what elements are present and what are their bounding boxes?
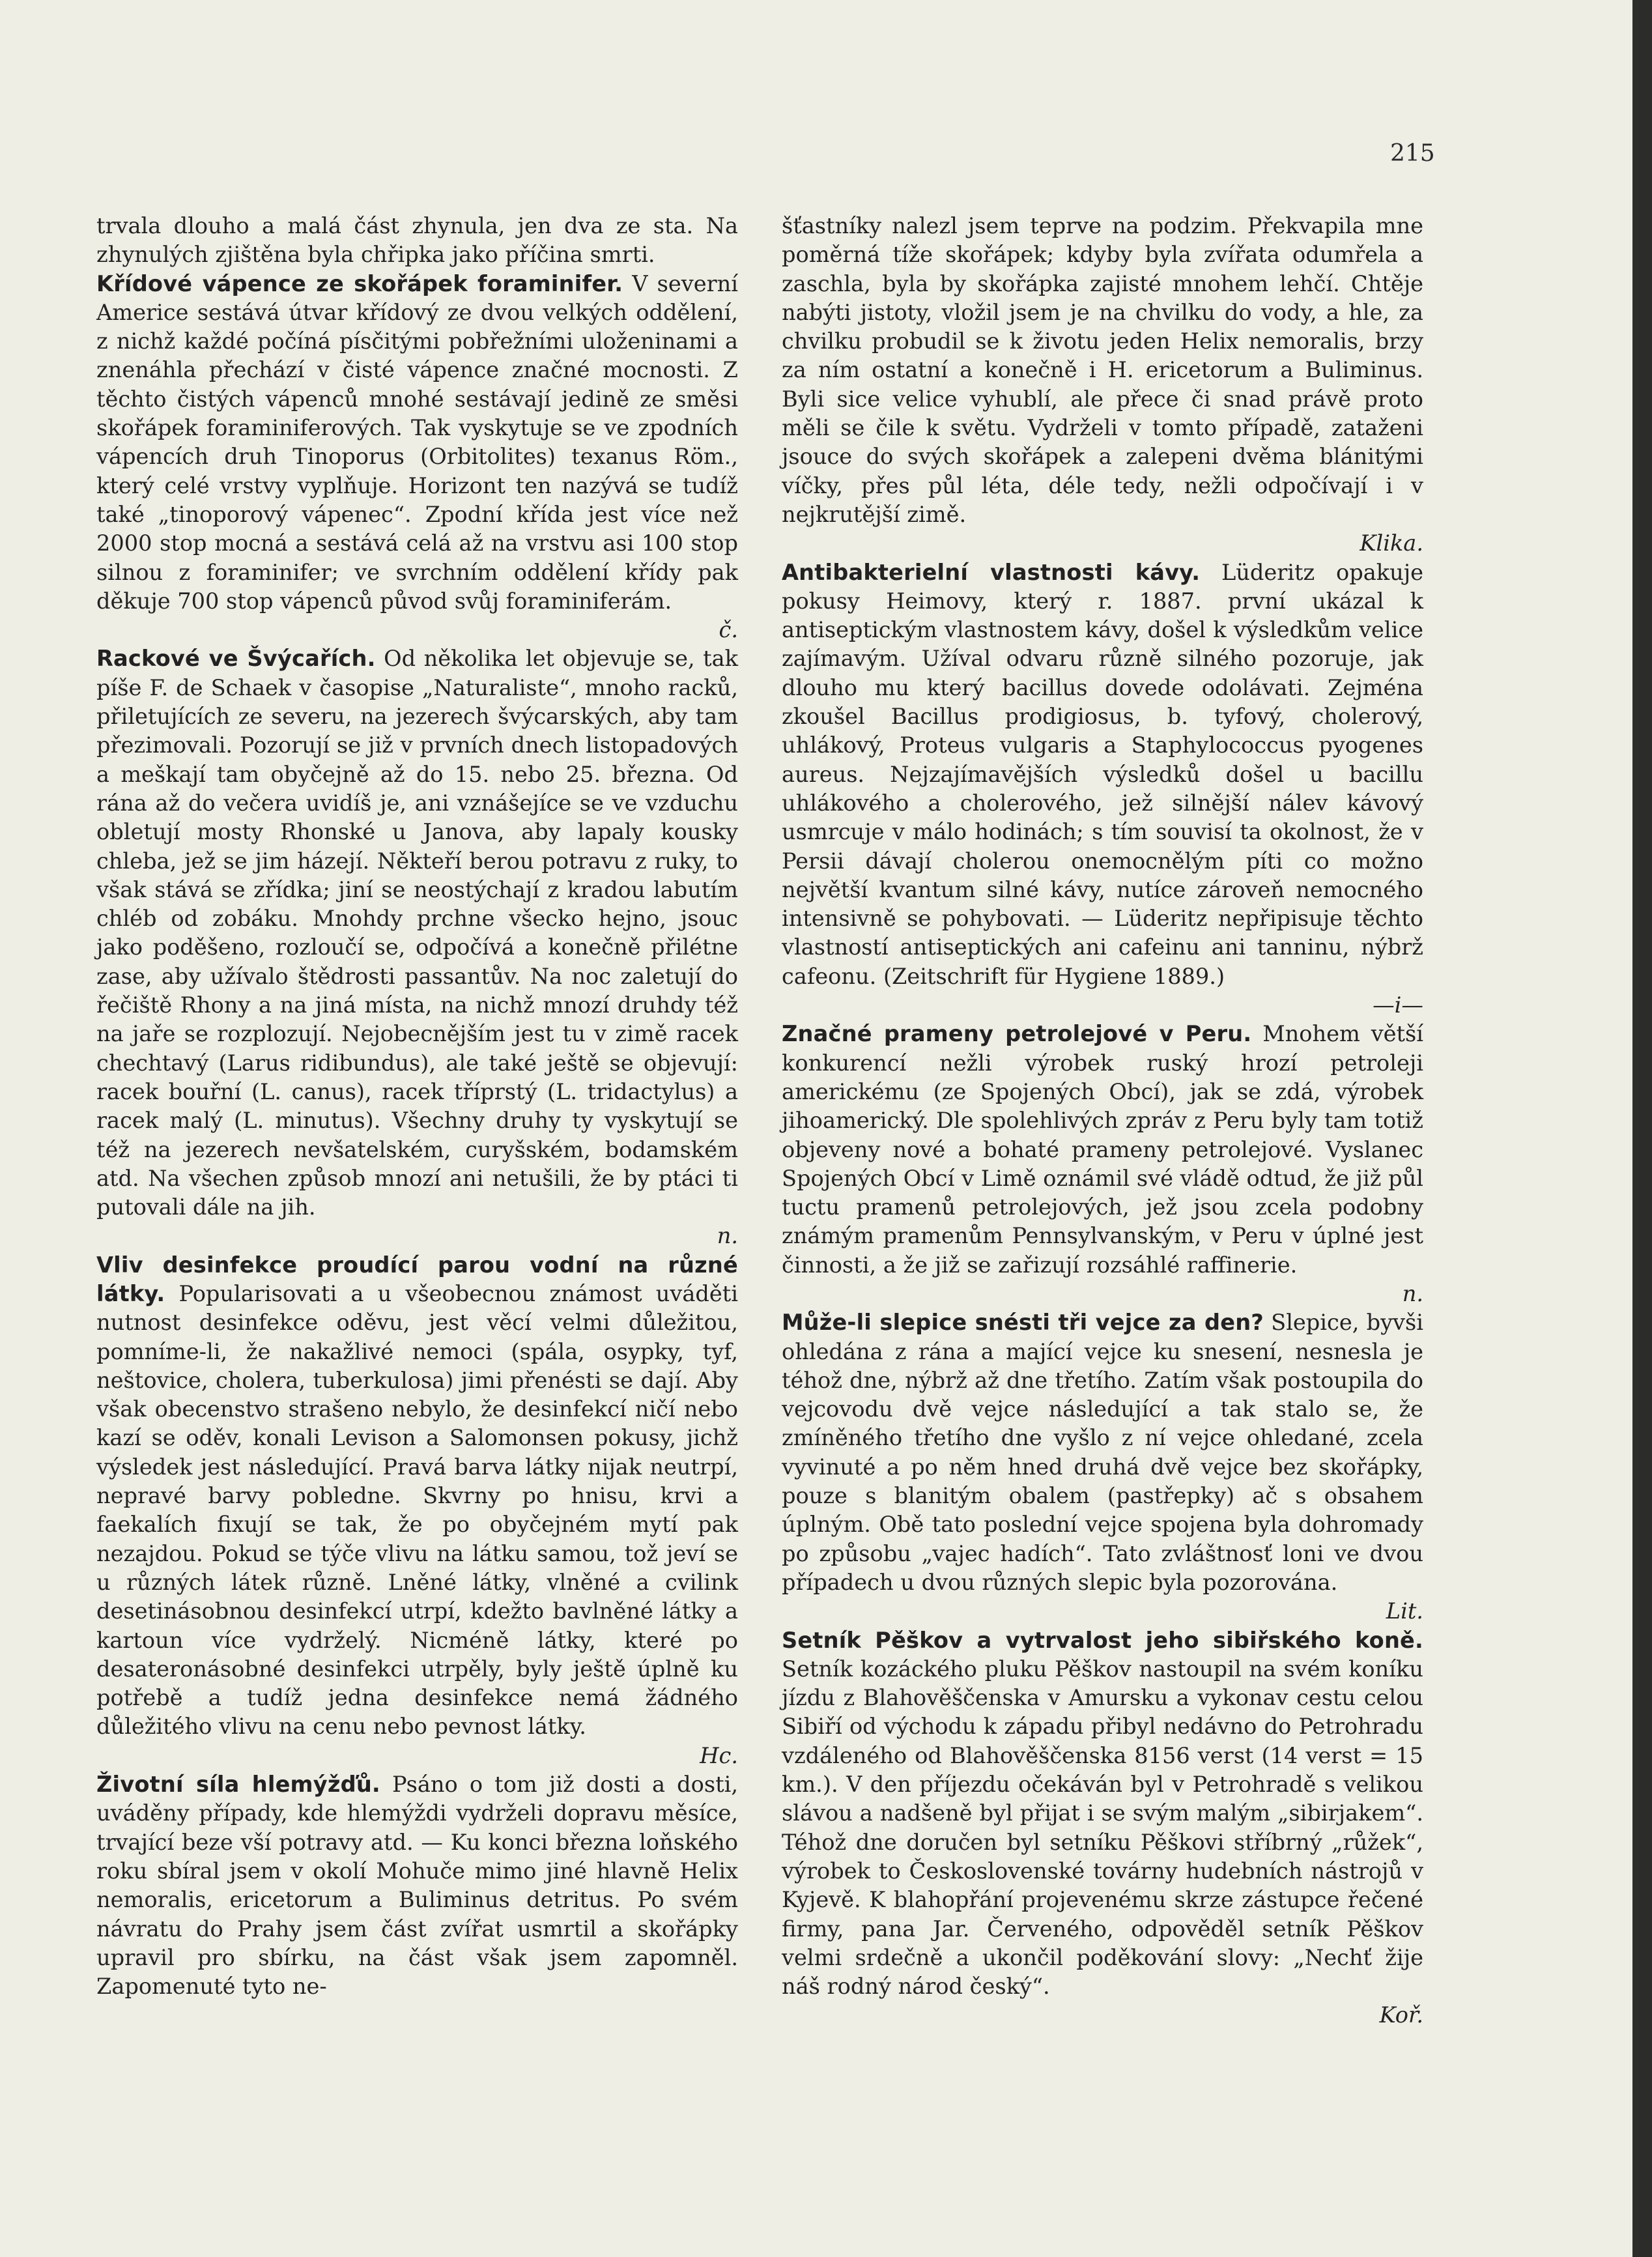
page-number: 215 (1390, 140, 1435, 167)
article-text: Lüderitz opakuje pokusy Heimovy, který r. 1887. první ukázal k antiseptickým vlastnostem kávy, došel k výsledkům velice zajímavým. Užíval odvaru různě silného pozoruje, jak dlouho mu který bacillus dovede odolávati. Zejména zkoušel Bacillus prodigiosus, b. tyfový, cholerový, uhlákový, Proteus vulgaris a Staphylococcus pyogenes aureus. Nejzajímavějších výsledků došel u bacillu uhlákového a cholerového, jež silnější nálev kávový usmrcuje v málo hodinách; s tím souvisí ta okolnost, že v Persii dávají cholerou onemocnělým píti co možno největší kvantum silné kávy, nutíce zároveň nemocného intensivně se pohybovati. — Lüderitz nepřipisuje těchto vlastností antiseptických ani cafeinu ani tanninu, nýbrž cafeonu. (Zeitschrift für Hygiene 1889.) (782, 559, 1423, 989)
article-text: Psáno o tom již dosti a dosti, uváděny případy, kde hlemýždi vydrželi dopravu měsíce, trvající beze vší potravy atd. — Ku konci března loňského roku sbíral jsem v okolí Mohuče mimo jiné hlavně Helix nemoralis, ericetorum a Buliminus detritus. Po svém návratu do Prahy jsem část zvířat usmrtil a skořápky upravil pro sbírku, na část však jsem zapomněl. Zapomenuté tyto ne- (96, 1772, 738, 2000)
article-heading: Vliv desinfekce proudící parou vodní na různé látky. (96, 1252, 738, 1306)
article-hen-three-eggs (782, 1308, 1423, 1626)
article-heading: Setník Pěškov a vytrvalost jeho sibiřského koně. (782, 1627, 1423, 1653)
article-signature: Lit. (1386, 1598, 1423, 1624)
article-cretaceous-limestones (96, 270, 738, 645)
article-gulls-switzerland (96, 644, 738, 1250)
article-signature: —i— (1373, 992, 1423, 1018)
body-text: šťastníky nalezl jsem teprve na podzim. Překvapila mne poměrná tíže skořápek; kdyby byla zvířata odumřela a zaschla, byla by skořápka zajisté mnohem lehčí. Chtěje nabýti jistoty, vložil jsem je na chvilku do vody, a hle, za chvilku probudil se k životu jeden Helix nemoralis, brzy za ním ostatní a konečně i H. ericetorum a Buliminus. Byli sice velice vyhublí, ale přece či snad právě proto měli se čile k světu. Vydrželi v tomto případě, zataženi jsouce do svých skořápek a zalepeni dvěma blánitými víčky, přes půl léta, déle tedy, nežli odpočívají i v nejkrutější zimě. (782, 213, 1423, 527)
article-heading: Může-li slepice snésti tři vejce za den? (782, 1310, 1264, 1336)
article-snail-vitality (96, 1770, 738, 2001)
article-steam-disinfection (96, 1251, 738, 1770)
article-signature: Koř. (1379, 2002, 1423, 2028)
article-text: Setník kozáckého pluku Pěškov nastoupil na svém koníku jízdu z Blahověščenska v Amursku a vykonav cestu celou Sibiří od východu k západu přibyl nedávno do Petrohradu vzdáleného od Blahověščenska 8156 verst (14 verst = 15 km.). V den příjezdu očekáván byl v Petrohradě s velikou slávou a nadšeně byl přijat i se svým malým „sibirjakem“. Téhož dne doručen byl setníku Pěškovi stříbrný „růžek“, výrobek to Československé továrny hudebních nástrojů v Kyjevě. K blahopřání projevenému skrze zástupce řečené firmy, pana Jar. Červeného, odpověděl setník Pěškov velmi srdečně a ukončil poděkování slovy: „Nechť žije náš rodný národ český“. (782, 1656, 1423, 2000)
article-heading: Rackové ve Švýcařích. (96, 646, 376, 672)
article-signature: č. (719, 617, 738, 643)
article-signature: n. (1402, 1280, 1423, 1306)
article-text: Od několika let objevuje se, tak píše F. de Schaek v časopise „Naturaliste“, mnoho racků, přiletujících ze severu, na jezerech švýcarských, aby tam přezimovali. Pozorují se již v prvních dnech listopadových a meškají tam obyčejně až do 15. nebo 25. března. Od rána až do večera uvidíš je, ani vznášejíce se ve vzduchu obletují mosty Rhonské u Janova, aby lapaly kousky chleba, jež se jim házejí. Někteří berou potravu z ruky, to však stává se zřídka; jiní se neostýchají z kradou labutím chléb od zobáku. Mnohdy prchne všecko hejno, jsouc jako poděšeno, rozloučí se, odpočívá a konečně přilétne zase, aby užívalo štědrosti passantův. Na noc zaletují do řečiště Rhony a na jiná místa, na nichž mnozí druhdy též na jaře se rozplozují. Nejobecnějším jest tu v zimě racek chechtavý (Larus ridibundus), ale také ještě se objevují: racek bouřní (L. canus), racek tříprstý (L. tridactylus) a racek malý (L. minutus). Všechny druhy ty vyskytují se též na jezerech nevšatelském, curyšském, bodamském atd. Na všechen způsob mnozí ani netušili, že by ptáci ti putovali dále na jih. (96, 646, 738, 1220)
left-column (96, 212, 738, 2001)
paragraph-continuation (96, 212, 738, 270)
book-edge (1632, 0, 1652, 2257)
article-heading: Antibakterielní vlastnosti kávy. (782, 559, 1201, 585)
right-column (782, 212, 1423, 2030)
body-text: trvala dlouho a malá část zhynula, jen dva ze sta. Na zhynulých zjištěna byla chřipka jako příčina smrti. (96, 213, 738, 268)
article-peru-petroleum (782, 1020, 1423, 1308)
article-coffee-antibacterial (782, 558, 1423, 1020)
article-heading: Značné prameny petrolejové v Peru. (782, 1021, 1252, 1047)
article-signature: Hc. (700, 1742, 738, 1768)
article-signature: Klika. (1360, 530, 1423, 556)
article-text: V severní Americe sestává útvar křídový ze dvou velkých oddělení, z nichž každé počíná písčitými pobřežními uloženinami a znenáhla přechází v čisté vápence značné mocnosti. Z těchto čistých vápenců mnohé sestávají jedině ze směsi skořápek foraminiferových. Tak vyskytuje se ve zpodních vápencích druh Tinoporus (Orbitolites) texanus Röm., který celé vrstvy vyplňuje. Horizont ten nazývá se tudíž také „tinoporový vápenec“. Zpodní křída jest více než 2000 stop mocná a sestává celá až na vrstvu asi 100 stop silnou z foraminifer; ve svrchním oddělení křídy pak děkuje 700 stop vápenců původ svůj foraminiferám. (96, 270, 738, 614)
article-text: Slepice, byvši ohledána z rána a mající vejce ku snesení, nesnesla je téhož dne, nýbrž až dne třetího. Zatím však postoupila do vejcovodu dvě vejce následující a tak stalo se, že zmíněného třetího dne vyšlo z ní vejce ohledané, zcela vyvinuté a po něm hned druhá dvě vejce bez skořápky, pouze s blanitým obalem (pastřepky) ač s obsahem úplným. Obě tato poslední vejce spojena byla dohromady po způsobu „vajec hadích“. Tato zvláštnosť loni ve dvou případech u dvou různých slepic byla pozorována. (782, 1310, 1423, 1595)
article-text: Popularisovati a u všeobecnou známost uváděti nutnost desinfekce oděvu, jest věcí velmi důležitou, pomníme-li, že nakažlivé nemoci (spála, osypky, tyf, neštovice, cholera, tuberkulosa) jimi přenésti se dají. Aby však obecenstvo strašeno nebylo, že desinfekcí ničí nebo kazí se oděv, konali Levison a Salomonsen pokusy, jichž výsledek jest následující. Pravá barva látky nijak neutrpí, nepravé barvy pobledne. Skvrny po hnisu, krvi a faekalích fixují se tak, že po obyčejném mytí pak nezajdou. Pokud se týče vlivu na látku samou, tož jeví se u různých látek různě. Lněné látky, vlněné a cvilink desetinásobnou desinfekcí utrpí, kdežto bavlněné látky a kartoun více vydrželý. Nicméně látky, které po desateronásobné desinfekci utrpěly, byly ještě úplně ku potřebě a tudíž jedna desinfekce nemá žádného důležitého vlivu na cenu nebo pevnost látky. (96, 1280, 738, 1740)
article-heading: Křídové vápence ze skořápek foraminifer. (96, 270, 623, 296)
paragraph-continuation (782, 212, 1423, 558)
article-text: Mnohem větší konkurencí nežli výrobek ruský hrozí petroleji americkému (ze Spojených Obcí), jak se zdá, výrobek jihoamerický. Dle spolehlivých zpráv z Peru byly tam totiž objeveny nové a bohaté prameny petrolejové. Vyslanec Spojených Obcí v Limě oznámil své vládě odtud, že již půl tuctu pramenů petrolejových, jež jsou zcela podobny známým pramenům Pennsylvanským, v Peru v úplné jest činnosti, a že již se zařizují rozsáhlé raffinerie. (782, 1021, 1423, 1278)
article-heading: Životní síla hlemýžďů. (96, 1772, 380, 1798)
article-peskov-horse (782, 1626, 1423, 2030)
article-signature: n. (717, 1223, 738, 1249)
